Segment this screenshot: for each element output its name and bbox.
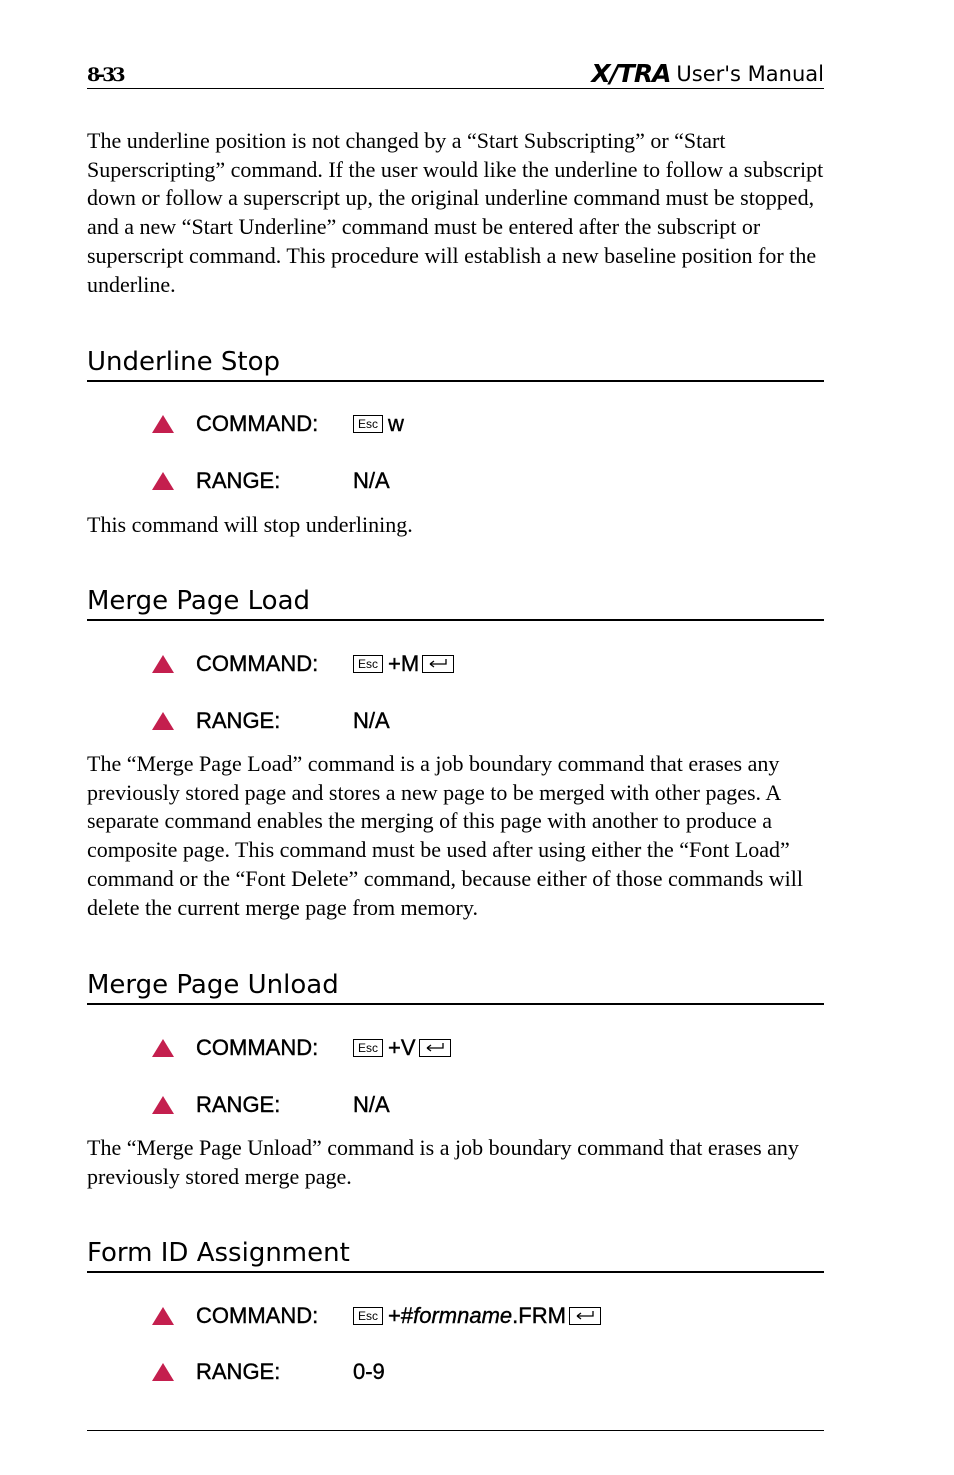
enter-key-icon — [419, 1039, 451, 1057]
range-label: RANGE: — [196, 468, 281, 493]
range-label: RANGE: — [196, 708, 281, 733]
triangle-bullet-icon — [152, 1363, 174, 1381]
description-merge-page-load: The “Merge Page Load” command is a job boundary command that erases any previously stored page and stores a new page to be merged with other pages. A separate command enables the merging of this page with another to produce a composite page. This command must be used after using either the “Font Load” command or the “Font Delete” command, because either of those commands will delete the current merge page from memory. — [87, 751, 803, 920]
range-row-underline-stop — [152, 466, 390, 496]
description-merge-page-unload: The “Merge Page Unload” command is a job boundary command that erases any previously stored merge page. — [87, 1135, 799, 1189]
esc-key-icon: Esc — [353, 1039, 383, 1057]
range-value: N/A — [353, 1092, 390, 1117]
command-row-underline-stop — [152, 409, 404, 439]
command-row-form-id-assignment — [152, 1301, 601, 1331]
manual-title: User's Manual — [676, 62, 824, 86]
footer-rule — [87, 1430, 824, 1431]
triangle-bullet-icon — [152, 415, 174, 433]
enter-key-icon — [422, 655, 454, 673]
esc-key-icon: Esc — [353, 1307, 383, 1325]
range-value: 0-9 — [353, 1359, 385, 1384]
command-value — [353, 1035, 451, 1061]
command-value — [353, 651, 454, 677]
command-label: COMMAND: — [196, 651, 319, 676]
triangle-bullet-icon — [152, 1307, 174, 1325]
range-row-merge-page-load — [152, 706, 390, 736]
enter-key-icon — [569, 1307, 601, 1325]
command-value — [353, 411, 404, 437]
command-row-merge-page-unload — [152, 1033, 451, 1063]
command-text: w — [388, 411, 404, 436]
command-text: +M — [388, 651, 420, 676]
range-row-form-id-assignment — [152, 1357, 385, 1387]
esc-key-icon: Esc — [353, 415, 383, 433]
triangle-bullet-icon — [152, 712, 174, 730]
page-number: 8-33 — [87, 64, 123, 86]
command-prefix: +# — [388, 1303, 414, 1328]
triangle-bullet-icon — [152, 472, 174, 490]
range-label: RANGE: — [196, 1092, 281, 1117]
section-title-underline-stop: Underline Stop — [87, 345, 824, 382]
intro-paragraph: The underline position is not changed by a “Start Subscripting” or “Start Superscripting” command. If the user would like the underline to follow a subscript down or follow a superscript up, the original underline command must be stopped, and a new “Start Underline” command must be entered after the subscript or superscript command. This procedure will establish a new baseline position for the underline. — [87, 128, 824, 297]
description-underline-stop: This command will stop underlining. — [87, 512, 413, 537]
esc-key-icon: Esc — [353, 655, 383, 673]
command-italic: formname — [413, 1303, 513, 1328]
triangle-bullet-icon — [152, 1039, 174, 1057]
command-text: +V — [388, 1035, 416, 1060]
command-value — [353, 1303, 601, 1329]
command-label: COMMAND: — [196, 1035, 319, 1060]
triangle-bullet-icon — [152, 655, 174, 673]
command-label: COMMAND: — [196, 1303, 319, 1328]
triangle-bullet-icon — [152, 1096, 174, 1114]
command-suffix: .FRM — [512, 1303, 566, 1328]
page-header — [87, 56, 824, 89]
section-title-merge-page-unload: Merge Page Unload — [87, 968, 824, 1005]
range-value: N/A — [353, 468, 390, 493]
section-title-merge-page-load: Merge Page Load — [87, 584, 824, 621]
xtra-logo: X/TRA — [591, 59, 671, 88]
range-value: N/A — [353, 708, 390, 733]
command-label: COMMAND: — [196, 411, 319, 436]
command-row-merge-page-load — [152, 649, 454, 679]
section-title-form-id-assignment: Form ID Assignment — [87, 1236, 824, 1273]
range-row-merge-page-unload — [152, 1090, 390, 1120]
range-label: RANGE: — [196, 1359, 281, 1384]
brand — [591, 61, 824, 86]
